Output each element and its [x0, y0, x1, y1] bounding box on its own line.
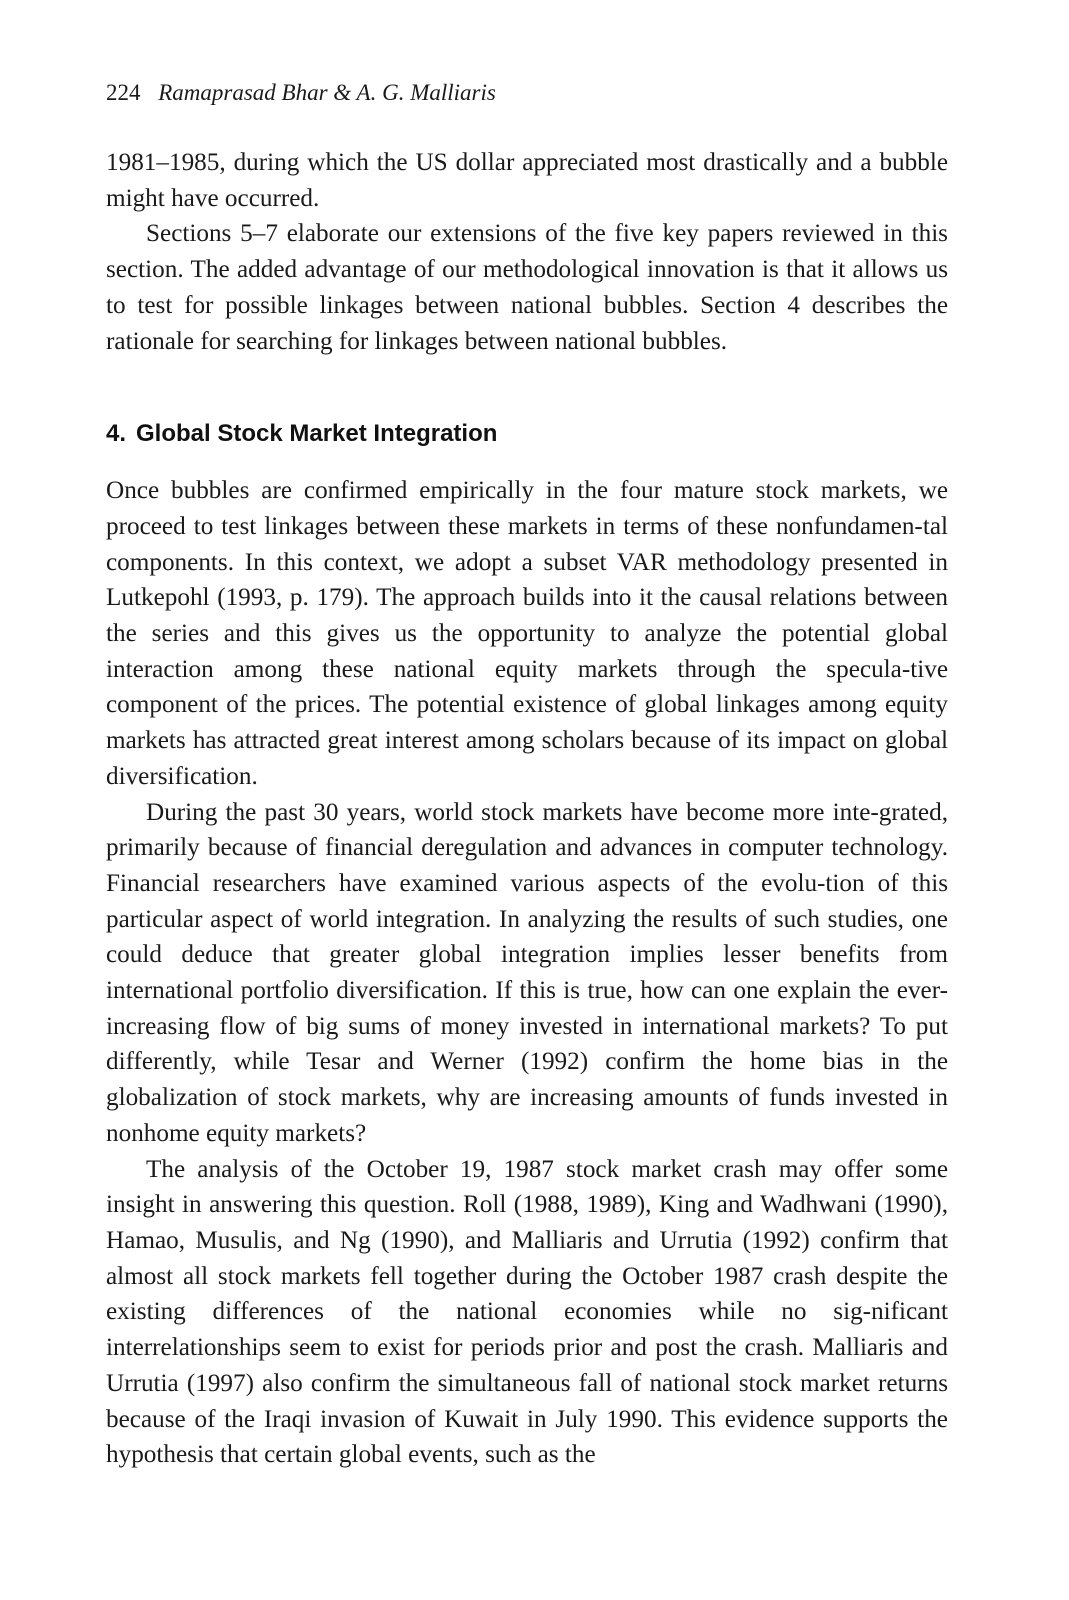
paragraph-sections-overview: Sections 5–7 elaborate our extensions of the five key papers reviewed in this section. The added advantage of our methodological innovation is that it allows us to test for possible linkages between national bubbles. Section 4 describes the rationale for searching for linkages between national bubbles.	[106, 220, 948, 355]
paragraph-crash-analysis: The analysis of the October 19, 1987 stock market crash may offer some insight in answering this question. Roll (1988, 1989), King and Wadhwani (1990), Hamao, Musulis, and Ng (1990), and Malliaris and Urrutia (1992) confirm that almost all stock markets fell together during the October 1987 crash despite the existing differences of the national economies while no sig-nificant interrelationships seem to exist for periods prior and post the crash. Malliaris and Urrutia (1997) also confirm the simultaneous fall of national stock market returns because of the Iraqi invasion of Kuwait in July 1990. This evidence supports the hypothesis that certain global events, such as the	[106, 1155, 948, 1469]
paragraph-bubbles-linkages: Once bubbles are confirmed empirically in the four mature stock markets, we proceed to test linkages between these markets in terms of these nonfundamen-tal components. In this context, we adopt a subset VAR methodology presented in Lutkepohl (1993, p. 179). The approach builds into it the causal relations between the series and this gives us the opportunity to analyze the potential global interaction among these national equity markets through the specula-tive component of the prices. The potential existence of global linkages among equity markets has attracted great interest among scholars because of its impact on global diversification.	[106, 477, 948, 790]
page-number: 224	[106, 80, 141, 105]
section-heading	[106, 419, 948, 449]
running-head-authors: Ramaprasad Bhar & A. G. Malliaris	[158, 80, 496, 105]
paragraph-continuation: 1981–1985, during which the US dollar appreciated most drastically and a bubble might have occurred.	[106, 149, 948, 212]
book-page	[106, 78, 948, 1473]
paragraph-market-integration: During the past 30 years, world stock markets have become more inte-grated, primarily because of financial deregulation and advances in computer technology. Financial researchers have examined various aspects of the evolu-tion of this particular aspect of world integration. In analyzing the results of such studies, one could deduce that greater global integration implies lesser benefits from international portfolio diversification. If this is true, how can one explain the ever-increasing flow of big sums of money invested in international markets? To put differently, while Tesar and Werner (1992) confirm the home bias in the globalization of stock markets, why are increasing amounts of funds invested in nonhome equity markets?	[106, 798, 948, 1147]
section-number: 4.	[106, 420, 127, 448]
section-title: Global Stock Market Integration	[136, 420, 498, 448]
running-head	[106, 78, 948, 108]
